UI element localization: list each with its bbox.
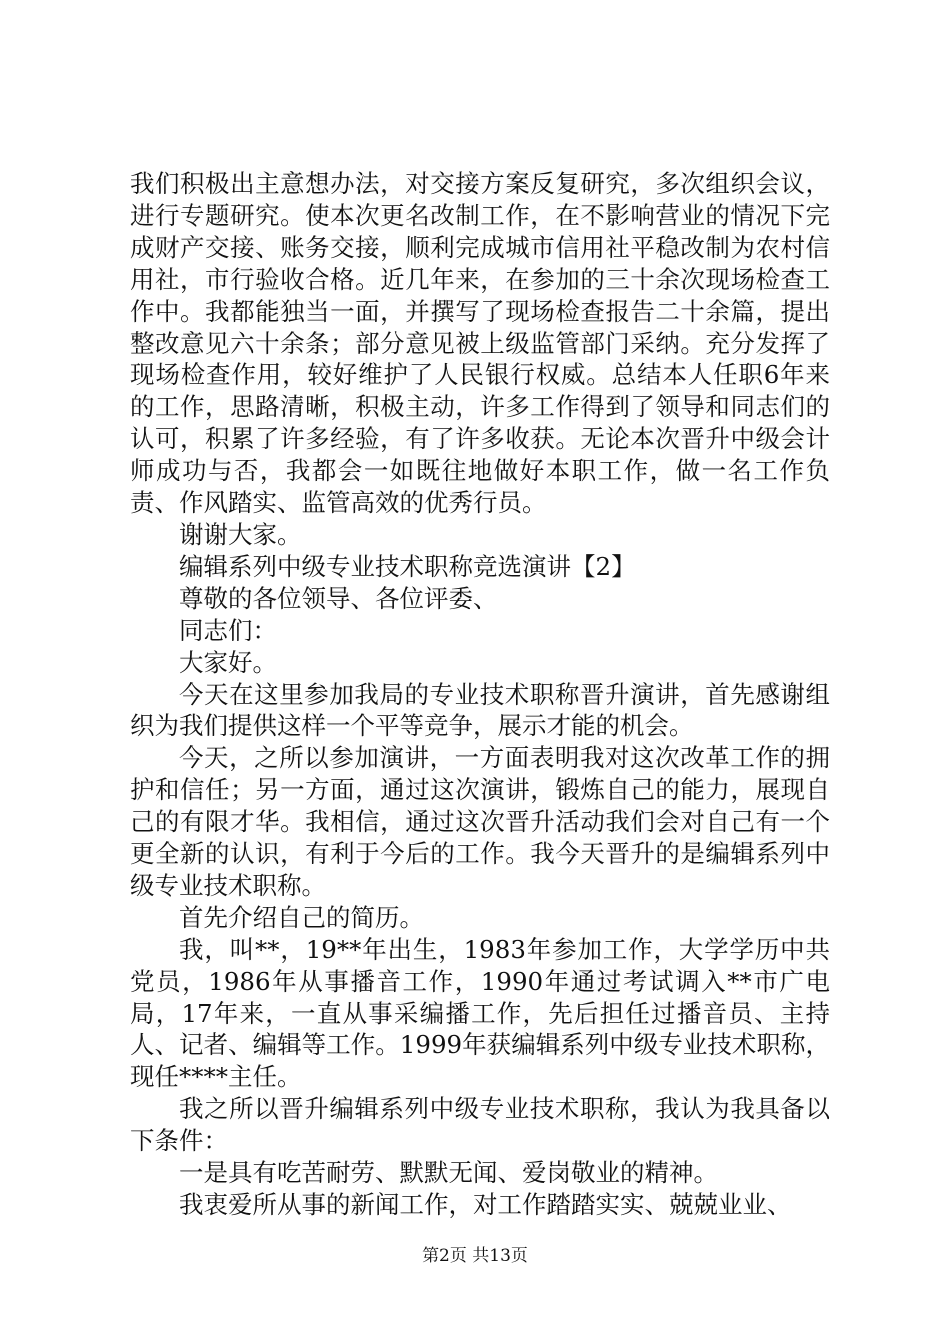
paragraph: 我之所以晋升编辑系列中级专业技术职称，我认为我具备以下条件： [130,1094,830,1156]
section-heading: 编辑系列中级专业技术职称竞选演讲【2】 [179,551,636,581]
greeting: 大家好。 [179,647,277,677]
paragraph: 我衷爱所从事的新闻工作，对工作踏踏实实、兢兢业业、 [179,1190,792,1219]
salutation: 同志们： [179,615,277,645]
paragraph: 谢谢大家。 [179,519,302,549]
paragraph: 我，叫**，19**年出生，1983年参加工作，大学学历中共党员，1986年从事播音工作，1990年通过考试调入**市广电局，17年来，一直从事采编播工作，先后担任过播音员、主持人、记者、编辑等工作。1999年获编辑系列中级专业技术职称，现任****主任。 [130,934,830,1092]
paragraph: 首先介绍自己的简历。 [179,902,424,932]
paragraph: 今天在这里参加我局的专业技术职称晋升演讲，首先感谢组织为我们提供这样一个平等竞争，展示才能的机会。 [130,679,830,741]
document-body [130,168,830,1221]
paragraph: 今天，之所以参加演讲，一方面表明我对这次改革工作的拥护和信任；另一方面，通过这次演讲，锻炼自己的能力，展现自己的有限才华。我相信，通过这次晋升活动我们会对自己有一个更全新的认识，有利于今后的工作。我今天晋升的是编辑系列中级专业技术职称。 [130,743,830,900]
salutation: 尊敬的各位领导、各位评委、 [179,583,498,613]
paragraph: 一是具有吃苦耐劳、默默无闻、爱岗敬业的精神。 [179,1158,718,1188]
paragraph: 我们积极出主意想办法，对交接方案反复研究，多次组织会议，进行专题研究。使本次更名改制工作，在不影响营业的情况下完成财产交接、账务交接，顺利完成城市信用社平稳改制为农村信用社，市行验收合格。近几年来，在参加的三十余次现场检查工作中。我都能独当一面，并撰写了现场检查报告二十余篇，提出整改意见六十余条；部分意见被上级监管部门采纳。充分发挥了现场检查作用，较好维护了人民银行权威。总结本人任职6年来的工作，思路清晰，积极主动，许多工作得到了领导和同志们的认可，积累了许多经验，有了许多收获。无论本次晋升中级会计师成功与否，我都会一如既往地做好本职工作，做一名工作负责、作风踏实、监管高效的优秀行员。 [130,169,830,518]
page-number-footer: 第2页 共13页 [422,1246,528,1266]
